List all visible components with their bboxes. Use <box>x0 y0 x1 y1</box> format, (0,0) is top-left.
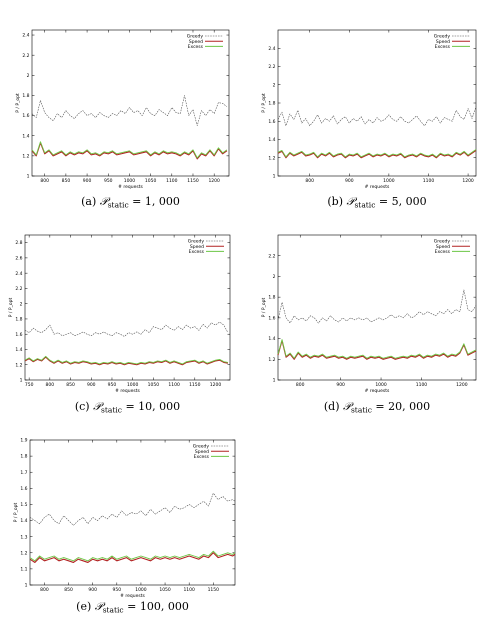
x-tick-label: 1100 <box>183 588 195 593</box>
x-tick-label: 1200 <box>456 383 468 388</box>
caption-subscript: static <box>101 405 122 415</box>
series-line-greedy <box>278 290 476 323</box>
y-tick-label: 1.8 <box>22 94 30 100</box>
legend-label: Speed <box>189 244 204 250</box>
y-tick-label: 2.8 <box>15 241 23 247</box>
chart-panel <box>261 30 476 210</box>
caption-subscript: static <box>107 200 129 210</box>
y-tick-label: 1 <box>19 378 23 384</box>
y-tick-label: 1 <box>26 174 30 180</box>
caption-value: = 100, 000 <box>123 600 189 613</box>
chart-panel <box>15 30 229 210</box>
y-tick-label: 1.8 <box>15 317 23 323</box>
y-tick-label: 1.9 <box>20 438 28 444</box>
caption-subscript: static <box>102 605 124 615</box>
y-tick-label: 2 <box>272 275 276 281</box>
x-tick-label: 800 <box>305 179 314 184</box>
x-tick-label: 1200 <box>208 179 220 184</box>
series-line-greedy <box>32 95 227 125</box>
caption-label: (c) <box>74 400 94 413</box>
y-tick-label: 1.3 <box>20 535 28 541</box>
y-tick-label: 1.4 <box>268 337 276 343</box>
legend-label: Excess <box>434 45 450 50</box>
legend-label: Greedy <box>433 34 450 40</box>
x-tick-label: 950 <box>112 588 122 593</box>
y-tick-label: 1.2 <box>268 156 276 162</box>
y-tick-label: 2.4 <box>22 33 30 39</box>
y-tick-label: 1.6 <box>15 332 23 338</box>
caption-value: = 5, 000 <box>375 195 427 208</box>
x-tick-label: 1200 <box>209 383 222 388</box>
x-axis-label: # requests <box>120 594 145 599</box>
y-tick-label: 2 <box>26 73 30 79</box>
caption-label: (e) <box>76 600 95 613</box>
y-tick-label: 1.4 <box>268 138 276 144</box>
caption-subscript: static <box>354 200 376 210</box>
y-tick-label: 1.4 <box>15 348 23 354</box>
panel-caption <box>75 400 180 415</box>
legend-label: Excess <box>187 45 203 50</box>
y-tick-label: 1 <box>272 378 276 384</box>
caption-value: = 20, 000 <box>371 400 431 413</box>
caption-subscript: static <box>350 405 372 415</box>
legend-label: Excess <box>434 250 450 255</box>
legend-label: Greedy <box>186 34 203 40</box>
panel-caption <box>76 600 189 615</box>
x-tick-label: 1050 <box>159 588 171 593</box>
y-tick-label: 1.8 <box>268 295 276 301</box>
caption-label: (d) <box>323 400 344 413</box>
legend-label: Speed <box>435 244 450 250</box>
legend-label: Excess <box>188 250 204 255</box>
chart-panel <box>261 235 476 415</box>
y-axis-label: P / P_opt <box>262 297 267 318</box>
series-line-greedy <box>25 322 228 337</box>
y-tick-label: 1.4 <box>20 519 28 525</box>
y-tick-label: 1.6 <box>20 486 28 492</box>
series-line-excess <box>278 340 476 359</box>
panel-caption <box>81 195 180 210</box>
y-tick-label: 2 <box>19 302 23 308</box>
panel-caption <box>327 195 426 210</box>
legend-label: Speed <box>194 449 209 455</box>
panel-caption <box>324 400 430 415</box>
y-tick-label: 1.6 <box>268 316 276 322</box>
series-line-excess <box>32 142 227 158</box>
y-tick-label: 1.6 <box>22 114 30 120</box>
x-tick-label: 1100 <box>422 179 435 184</box>
x-tick-label: 950 <box>107 383 117 388</box>
x-tick-label: 1100 <box>415 383 428 388</box>
x-tick-label: 1050 <box>144 179 157 184</box>
x-tick-label: 850 <box>66 383 75 388</box>
y-tick-label: 1.8 <box>268 101 276 107</box>
x-axis-label: # requests <box>118 185 143 190</box>
x-tick-label: 800 <box>295 383 305 388</box>
series-line-greedy <box>278 107 476 126</box>
caption-symbol: 𝒫 <box>93 400 102 413</box>
caption-label: (b) <box>327 195 347 208</box>
x-axis-label: # requests <box>115 389 140 394</box>
y-tick-label: 2 <box>272 83 276 89</box>
caption-label: (a) <box>81 195 100 208</box>
x-tick-label: 1000 <box>135 588 147 593</box>
legend-label: Greedy <box>187 239 204 245</box>
x-tick-label: 1100 <box>166 179 178 184</box>
legend-label: Greedy <box>192 444 209 450</box>
y-axis-label: P / P_opt <box>262 93 267 113</box>
legend-label: Speed <box>188 39 203 45</box>
y-tick-label: 2.4 <box>15 271 23 277</box>
y-axis-label: P / P_opt <box>9 297 14 318</box>
y-tick-label: 2.2 <box>268 65 276 71</box>
y-axis-label: P / P_opt <box>14 502 19 523</box>
y-tick-label: 1.5 <box>20 503 28 509</box>
caption-symbol: 𝒫 <box>94 600 103 613</box>
x-tick-label: 900 <box>336 383 345 388</box>
plot-frame <box>30 440 235 585</box>
y-tick-label: 2.2 <box>268 254 276 260</box>
x-tick-label: 900 <box>88 588 98 593</box>
y-tick-label: 2.6 <box>15 256 23 262</box>
y-tick-label: 1.7 <box>20 470 28 476</box>
y-tick-label: 2.2 <box>22 53 30 59</box>
caption-value: = 1, 000 <box>128 195 180 208</box>
x-tick-label: 1150 <box>187 179 199 184</box>
chart-panel <box>8 235 230 415</box>
x-tick-label: 1000 <box>126 383 139 388</box>
y-tick-label: 1.2 <box>15 363 23 369</box>
x-tick-label: 1150 <box>207 588 220 593</box>
series-line-greedy <box>30 493 235 525</box>
x-tick-label: 1100 <box>168 383 180 388</box>
x-tick-label: 850 <box>64 588 73 593</box>
caption-value: = 10, 000 <box>121 400 181 413</box>
x-tick-label: 1150 <box>189 383 201 388</box>
caption-symbol: 𝒫 <box>346 195 355 208</box>
y-tick-label: 1.1 <box>20 567 28 573</box>
plot-frame <box>32 30 229 176</box>
plot-frame <box>25 235 230 380</box>
x-tick-label: 1000 <box>383 179 395 184</box>
x-tick-label: 900 <box>82 179 92 184</box>
caption-symbol: 𝒫 <box>99 195 108 208</box>
legend-label: Speed <box>435 39 450 45</box>
legend-label: Excess <box>193 455 209 460</box>
x-tick-label: 1000 <box>375 383 387 388</box>
x-tick-label: 1000 <box>123 179 136 184</box>
x-tick-label: 850 <box>61 179 71 184</box>
x-tick-label: 1200 <box>462 179 474 184</box>
y-tick-label: 1.8 <box>20 454 28 460</box>
x-tick-label: 750 <box>24 383 34 388</box>
y-tick-label: 1.2 <box>22 154 30 160</box>
x-tick-label: 800 <box>45 383 55 388</box>
y-tick-label: 1.2 <box>20 551 28 557</box>
x-tick-label: 900 <box>344 179 354 184</box>
x-tick-label: 900 <box>86 383 96 388</box>
x-tick-label: 800 <box>40 588 49 593</box>
y-tick-label: 1.4 <box>22 134 30 140</box>
x-tick-label: 950 <box>103 179 113 184</box>
y-tick-label: 2.2 <box>15 287 23 293</box>
y-tick-label: 1.6 <box>268 119 276 125</box>
x-axis-label: # requests <box>364 389 390 394</box>
caption-symbol: 𝒫 <box>343 400 351 413</box>
x-axis-label: # requests <box>364 185 390 190</box>
y-tick-label: 1.2 <box>268 357 276 363</box>
y-tick-label: 1 <box>24 583 28 589</box>
x-tick-label: 1050 <box>147 383 160 388</box>
chart-panel <box>13 438 235 615</box>
y-tick-label: 2.4 <box>268 46 276 52</box>
y-axis-label: P / P_opt <box>16 93 21 113</box>
y-tick-label: 1 <box>272 174 276 180</box>
legend-label: Greedy <box>433 239 450 245</box>
x-tick-label: 800 <box>40 179 50 184</box>
